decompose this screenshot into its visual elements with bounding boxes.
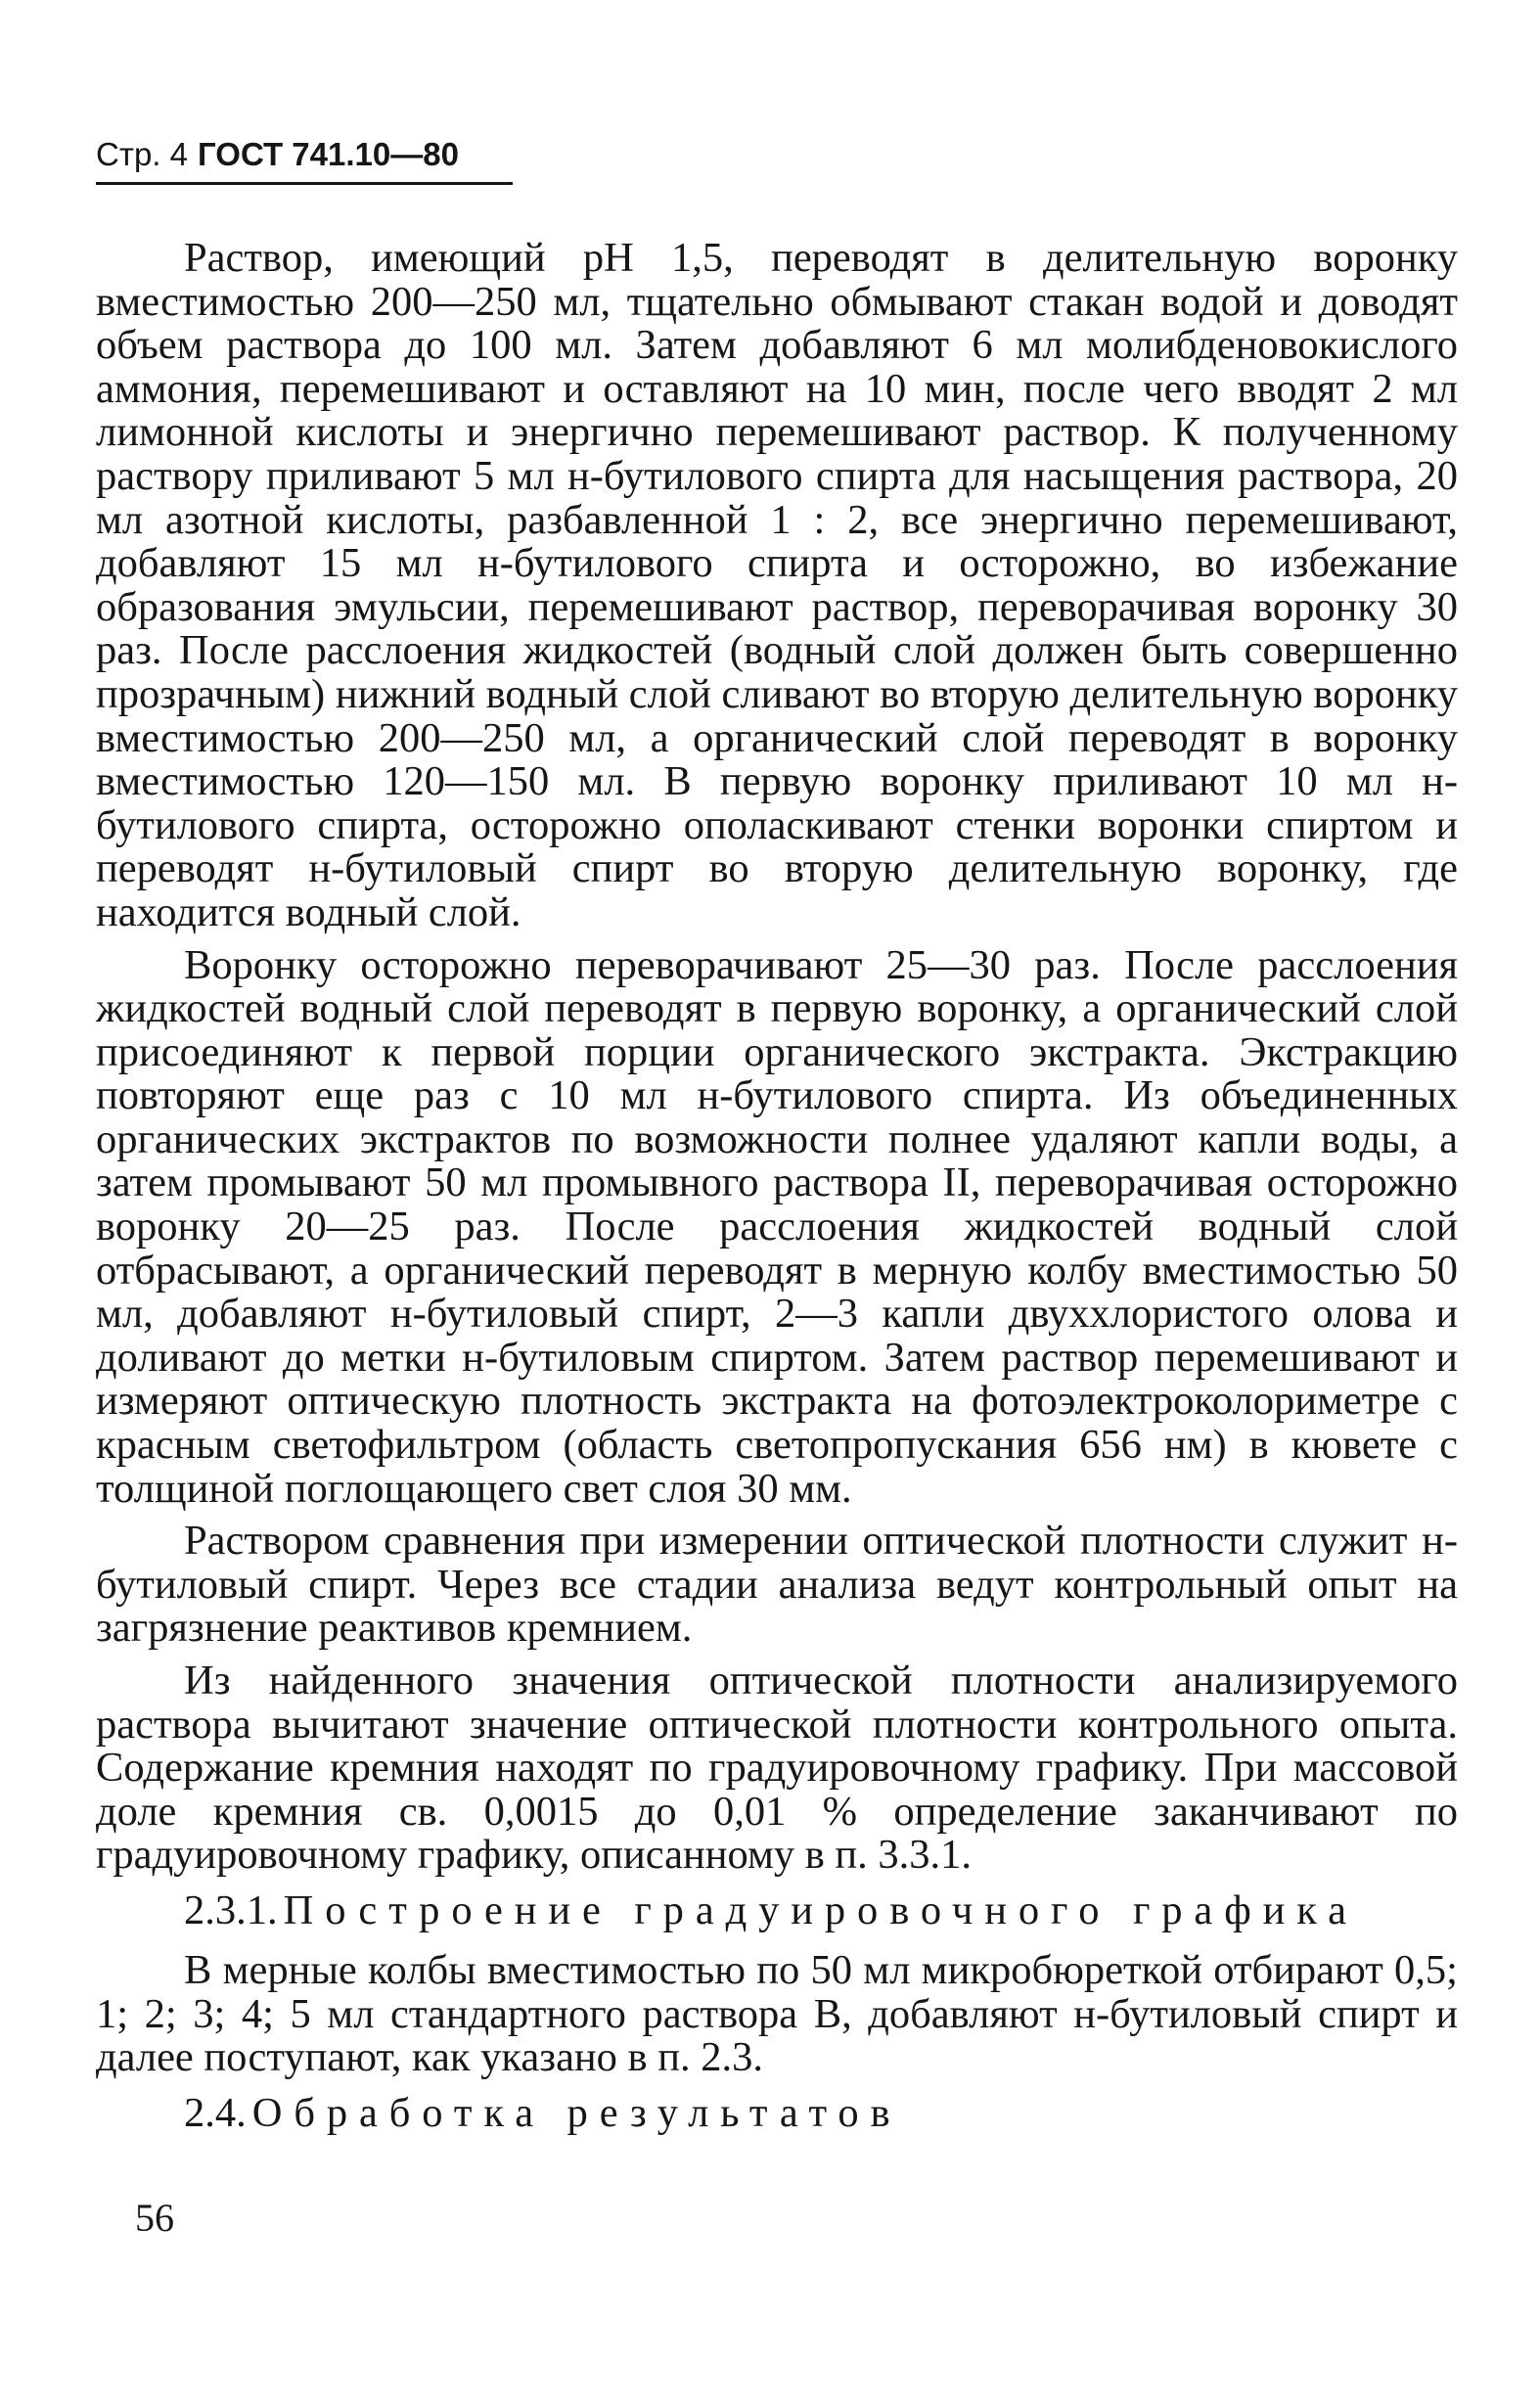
standard-code: ГОСТ 741.10—80: [198, 136, 459, 172]
paragraph-calculation: Из найденного значения оптической плотности анализируемого раствора вычитают значение оптической плотности контрольного опыта. Содержание кремния находят по градуировочному графику. При массовой доле кремния св. 0,0015 до 0,01 % определение заканчивают по градуировочному графику, описанному в п. 3.3.1.: [96, 1658, 1458, 1879]
section-title: Построение градуировочного графика: [283, 1886, 1358, 1933]
section-heading-2-4: [96, 2089, 1458, 2138]
paragraph-procedure: Раствор, имеющий pH 1,5, переводят в делительную воронку вместимостью 200—250 мл, тщательно обмывают стакан водой и доводят объем раствора до 100 мл. Затем добавляют 6 мл молибденовокислого аммония, перемешивают и оставляют на 10 мин, после чего вводят 2 мл лимонной кислоты и энергично перемешивают раствор. К полученному раствору приливают 5 мл н-бутилового спирта для насыщения раствора, 20 мл азотной кислоты, разбавленной 1 : 2, все энергично перемешивают, добавляют 15 мл н-бутилового спирта и осторожно, во избежание образования эмульсии, перемешивают раствор, переворачивая воронку 30 раз. После расслоения жидкостей (водный слой должен быть совершенно прозрачным) нижний водный слой сливают во вторую делительную воронку вместимостью 200—250 мл, а органический слой переводят в воронку вместимостью 120—150 мл. В первую воронку приливают 10 мл н-бутилового спирта, осторожно ополаскивают стенки воронки спиртом и переводят н-бутиловый спирт во вторую делительную воронку, где находится водный слой.: [96, 235, 1458, 935]
body-text: [96, 237, 1458, 2152]
section-title: Обработка результатов: [251, 2089, 902, 2136]
paragraph-calibration: В мерные колбы вместимостью по 50 мл микробюреткой отбирают 0,5; 1; 2; 3; 4; 5 мл стандартного раствора В, добавляют н-бутиловый спирт и далее поступают, как указано в п. 2.3.: [96, 1946, 1458, 2081]
section-number: 2.3.1.: [184, 1886, 278, 1933]
page-label: Стр. 4: [96, 136, 188, 172]
paragraph-reference-solution: Раствором сравнения при измерении оптической плотности служит н-бутиловый спирт. Через все стадии анализа ведут контрольный опыт на загрязнение реактивов кремнием.: [96, 1518, 1458, 1652]
section-heading-2-3-1: [96, 1886, 1458, 1935]
paragraph-extraction: Воронку осторожно переворачивают 25—30 раз. После расслоения жидкостей водный слой переводят в первую воронку, а органический слой присоединяют к первой порции органического экстракта. Экстракцию повторяют еще раз с 10 мл н-бутилового спирта. Из объединенных органических экстрактов по возможности полнее удаляют капли воды, а затем промывают 50 мл промывного раствора II, переворачивая осторожно воронку 20—25 раз. После расслоения жидкостей водный слой отбрасывают, а органический переводят в мерную колбу вместимостью 50 мл, добавляют н-бутиловый спирт, 2—3 капли двуххлористого олова и доливают до метки н-бутиловым спиртом. Затем раствор перемешивают и измеряют оптическую плотность экстракта на фотоэлектроколориметре с красным светофильтром (область светопропускания 656 нм) в кювете с толщиной поглощающего свет слоя 30 мм.: [96, 941, 1458, 1512]
section-number: 2.4.: [184, 2089, 247, 2136]
header-rule: [96, 182, 513, 185]
running-header: [96, 135, 459, 174]
page-number: 56: [135, 2196, 174, 2240]
